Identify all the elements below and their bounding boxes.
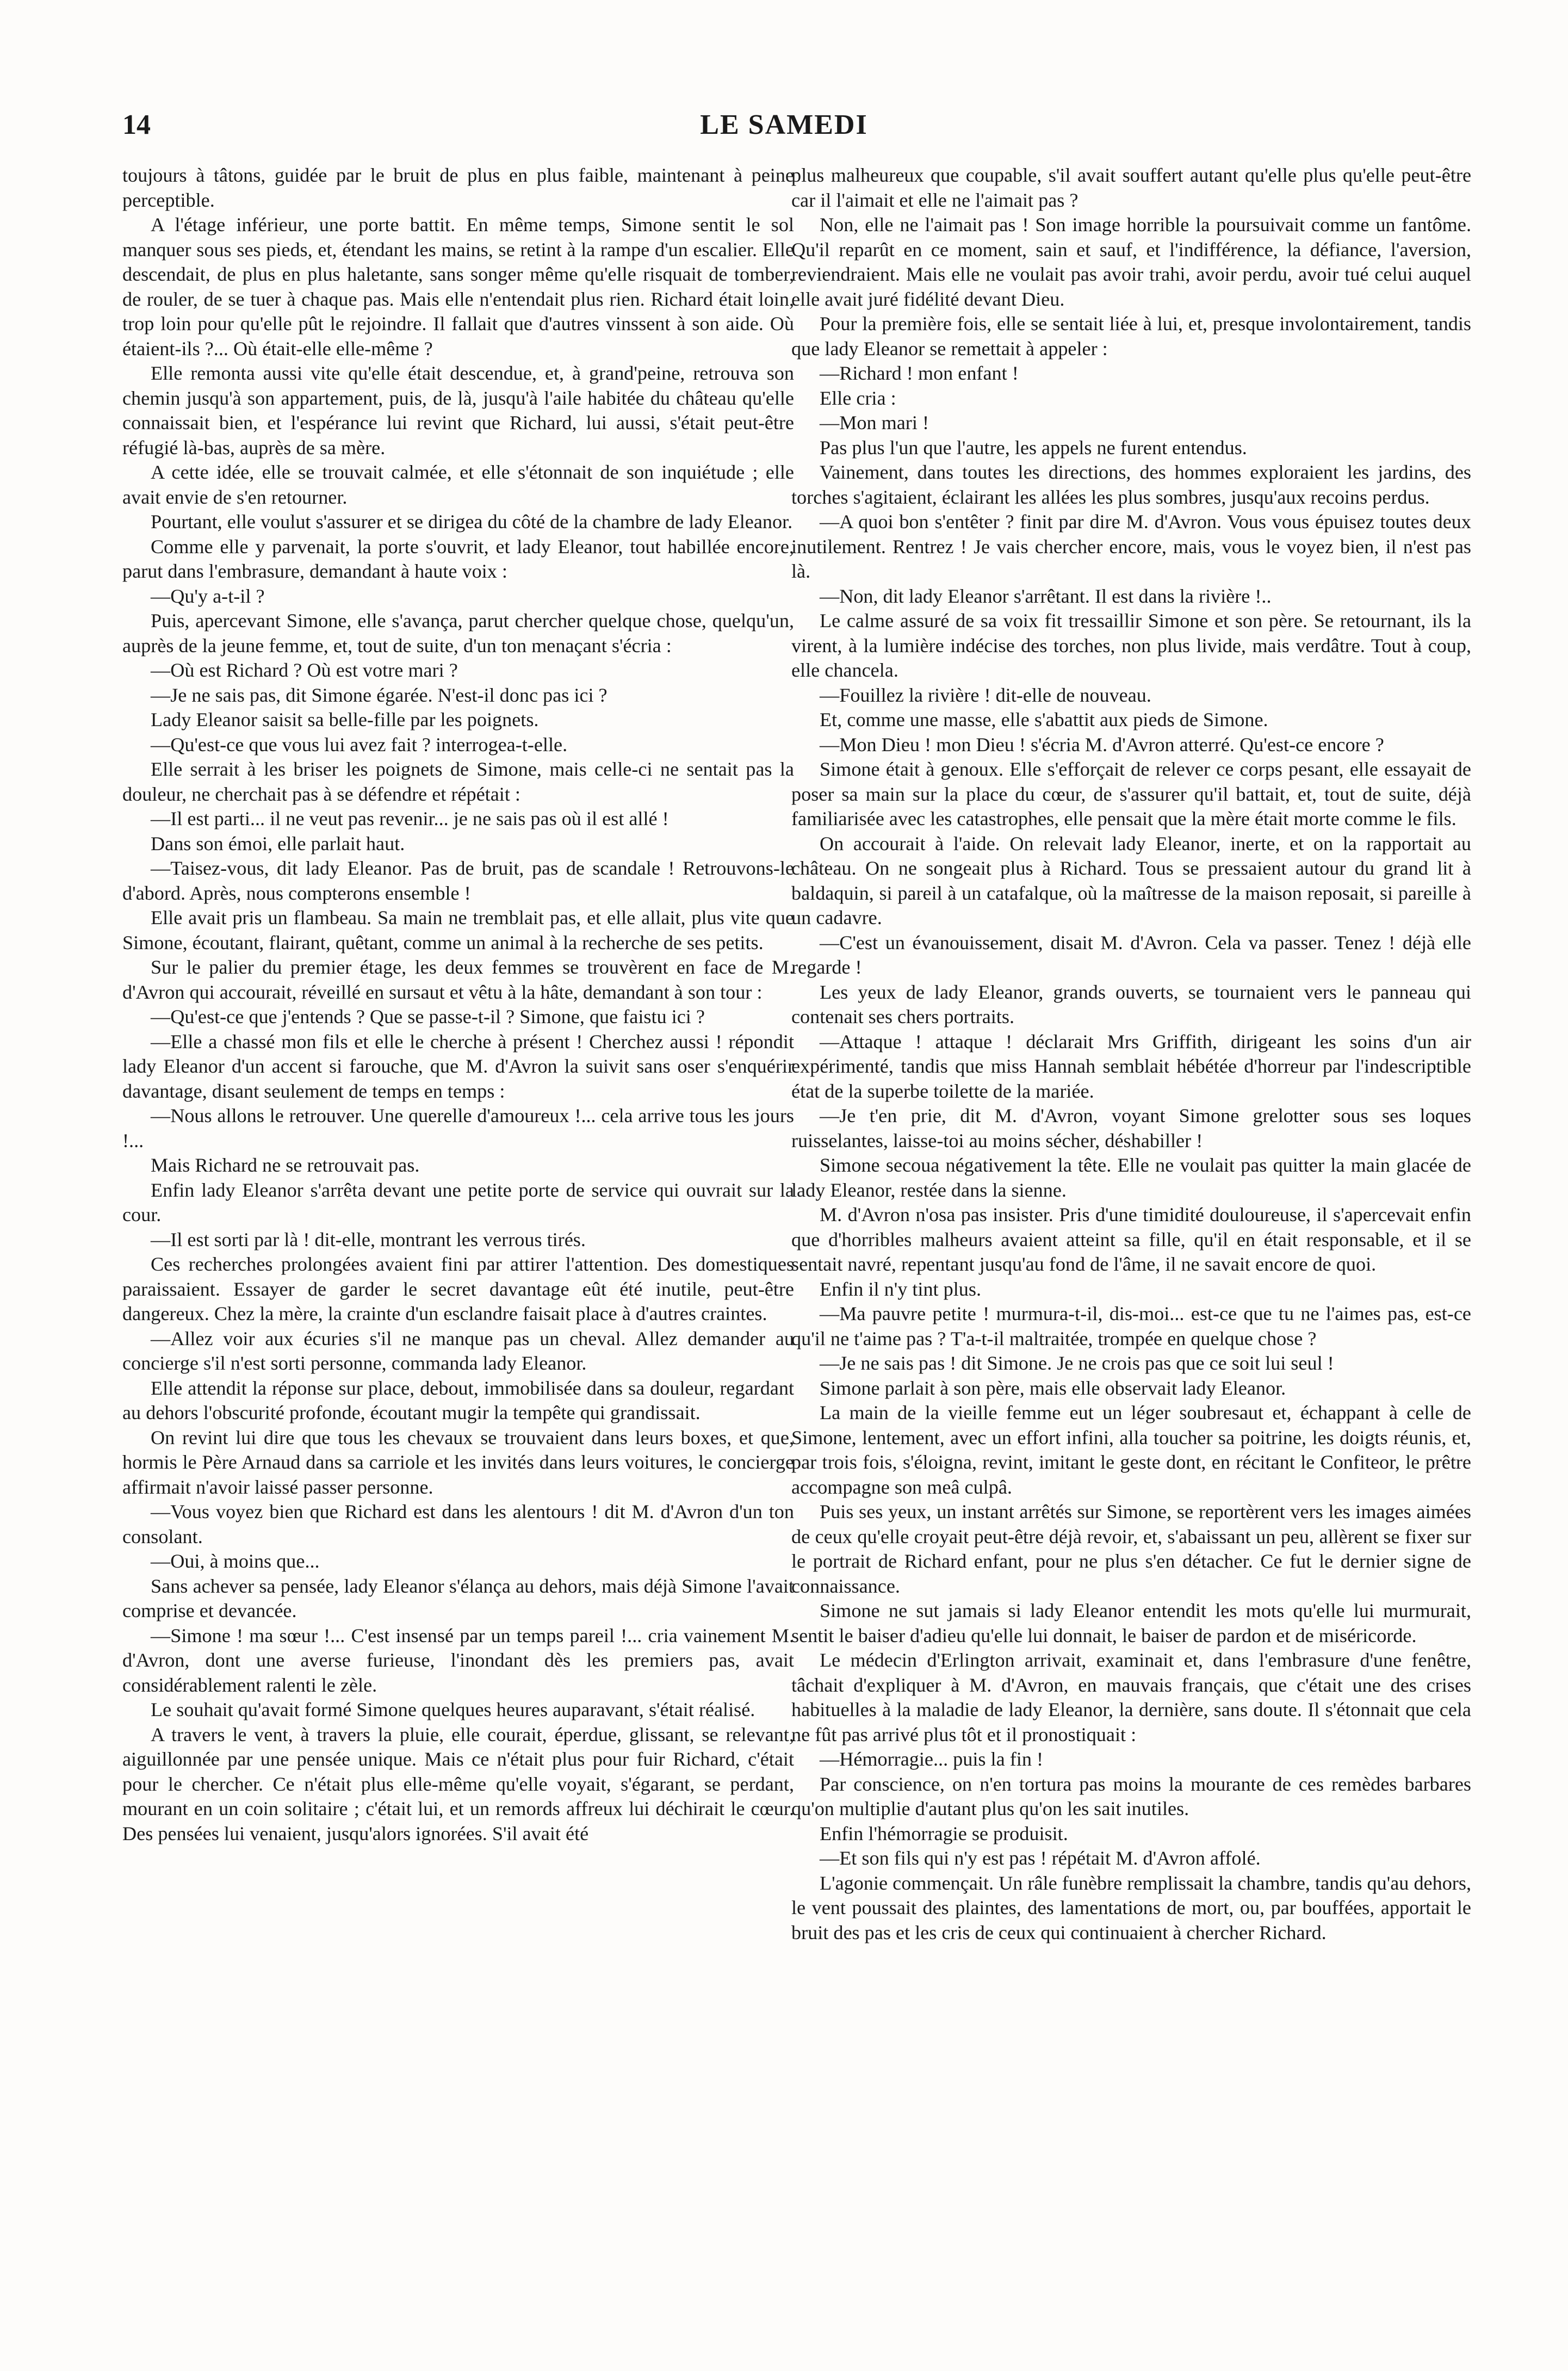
paragraph: —Mon mari !	[820, 412, 929, 434]
paragraph: Enfin l'hémorragie se produisit.	[820, 1822, 1068, 1844]
paragraph: —Je ne sais pas, dit Simone égarée. N'est-il donc pas ici ?	[151, 684, 608, 706]
paragraph: —Et son fils qui n'y est pas ! répétait M. d'Avron affolé.	[820, 1847, 1261, 1869]
paragraph: Elle serrait à les briser les poignets de Simone, mais celle-ci ne sentait pas la douleur, ne cherchait pas à se défendre et répétait :	[122, 758, 794, 805]
paragraph: Elle avait pris un flambeau. Sa main ne tremblait pas, et elle allait, plus vite que Simone, écoutant, flairant, quêtant, comme un animal à la recherche de ses petits.	[122, 907, 794, 954]
paragraph: toujours à tâtons, guidée par le bruit de plus en plus faible, maintenant à peine perceptible.	[122, 164, 794, 211]
paragraph: Enfin lady Eleanor s'arrêta devant une petite porte de service qui ouvrait sur la cour.	[122, 1179, 794, 1225]
paragraph: —Hémorragie... puis la fin !	[820, 1748, 1044, 1770]
paragraph: Dans son émoi, elle parlait haut.	[151, 832, 405, 855]
paragraph: —Attaque ! attaque ! déclarait Mrs Griffith, dirigeant les soins d'un air expérimenté, tandis que miss Hannah semblait hébétée d'horreur par l'indescriptible état de la superbe toilette de la mariée.	[791, 1030, 1471, 1102]
paragraph: —Non, dit lady Eleanor s'arrêtant. Il est dans la rivière !..	[820, 585, 1272, 607]
paragraph: Simone secoua négativement la tête. Elle ne voulait pas quitter la main glacée de lady Eleanor, restée dans la sienne.	[791, 1154, 1471, 1201]
paragraph: Lady Eleanor saisit sa belle-fille par les poignets.	[151, 709, 539, 731]
paragraph: —Mon Dieu ! mon Dieu ! s'écria M. d'Avron atterré. Qu'est-ce encore ?	[820, 733, 1384, 756]
left-column	[122, 163, 794, 1846]
paragraph: A cette idée, elle se trouvait calmée, et elle s'étonnait de son inquiétude ; elle avait envie de s'en retourner.	[122, 461, 794, 508]
paragraph: Le calme assuré de sa voix fit tressaillir Simone et son père. Se retournant, ils la virent, à la lumière indécise des torches, non plus livide, mais verdâtre. Tout à coup, elle chancela.	[791, 610, 1471, 681]
paragraph: —Où est Richard ? Où est votre mari ?	[151, 659, 458, 681]
page-number: 14	[122, 109, 151, 140]
paragraph: —Qu'est-ce que j'entends ? Que se passe-t-il ? Simone, que faistu ici ?	[151, 1006, 705, 1027]
paragraph: Simone ne sut jamais si lady Eleanor entendit les mots qu'elle lui murmurait, sentit le baiser d'adieu qu'elle lui donnait, le baiser de pardon et de miséricorde.	[791, 1600, 1471, 1646]
paragraph: Les yeux de lady Eleanor, grands ouverts, se tournaient vers le panneau qui contenait ses chers portraits.	[791, 981, 1471, 1027]
paragraph: —Il est parti... il ne veut pas revenir... je ne sais pas où il est allé !	[151, 808, 669, 829]
paragraph: —Richard ! mon enfant !	[820, 362, 1019, 384]
paragraph: —Qu'y a-t-il ?	[151, 585, 265, 607]
paragraph: Pourtant, elle voulut s'assurer et se dirigea du côté de la chambre de lady Eleanor.	[151, 511, 793, 533]
paragraph: On accourait à l'aide. On relevait lady Eleanor, inerte, et on la rapportait au château. On ne songeait plus à Richard. Tous se pressaient autour du grand lit à baldaquin, si pareil à un catafalque, où la maîtresse de la maison reposait, si pareille à un cadavre.	[791, 832, 1471, 928]
paragraph: Non, elle ne l'aimait pas ! Son image horrible la poursuivait comme un fantôme. Qu'il reparût en ce moment, sain et sauf, et l'indifférence, la défiance, l'aversion, reviendraient. Mais elle ne voulait pas avoir trahi, avoir perdu, avoir tué celui auquel elle avait juré fidélité devant Dieu.	[791, 214, 1471, 310]
paragraph: Elle attendit la réponse sur place, debout, immobilisée dans sa douleur, regardant au dehors l'obscurité profonde, écoutant mugir la tempête qui grandissait.	[122, 1377, 794, 1423]
paragraph: Simone était à genoux. Elle s'efforçait de relever ce corps pesant, elle essayait de poser sa main sur la place du cœur, de s'assurer qu'il battait, et, tout de suite, déjà familiarisée avec les catastrophes, elle pensait que la mère était morte comme le fils.	[791, 758, 1471, 829]
paragraph: Le souhait qu'avait formé Simone quelques heures auparavant, s'était réalisé.	[151, 1699, 755, 1720]
paragraph: plus malheureux que coupable, s'il avait souffert autant qu'elle plus qu'elle peut-être car il l'aimait et elle ne l'aimait pas ?	[791, 164, 1471, 211]
paragraph: Pour la première fois, elle se sentait liée à lui, et, presque involontairement, tandis que lady Eleanor se remettait à appeler :	[791, 313, 1471, 360]
paragraph: M. d'Avron n'osa pas insister. Pris d'une timidité douloureuse, il s'apercevait enfin que d'horribles malheurs avaient atteint sa fille, qu'il en était responsable, et il se sentait navré, repentant jusqu'au fond de l'âme, il ne savait encore de quoi.	[791, 1204, 1471, 1275]
running-title: LE SAMEDI	[700, 109, 868, 140]
paragraph: A travers le vent, à travers la pluie, elle courait, éperdue, glissant, se relevant, aiguillonnée par une pensée unique. Mais ce n'était plus pour fuir Richard, c'était pour le chercher. Ce n'était plus elle-même qu'elle voyait, s'égarant, se perdant, mourant en un coin solitaire ; c'était lui, et un remords affreux lui déchirait le cœur. Des pensées lui venaient, jusqu'alors ignorées. S'il avait été	[122, 1723, 794, 1844]
paragraph: On revint lui dire que tous les chevaux se trouvaient dans leurs boxes, et que, hormis le Père Arnaud dans sa carriole et les invités dans leurs voitures, le concierge affirmait n'avoir laissé passer personne.	[122, 1426, 794, 1498]
paragraph: —Je t'en prie, dit M. d'Avron, voyant Simone grelotter sous ses loques ruisselantes, laisse-toi au moins sécher, déshabiller !	[791, 1105, 1471, 1152]
paragraph: —Taisez-vous, dit lady Eleanor. Pas de bruit, pas de scandale ! Retrouvons-le d'abord. Après, nous compterons ensemble !	[122, 857, 794, 904]
paragraph: Le médecin d'Erlington arrivait, examinait et, dans l'embrasure d'une fenêtre, tâchait d'expliquer à M. d'Avron, en mauvais français, que c'était une des crises habituelles à la maladie de lady Eleanor, la dernière, sans doute. Il s'étonnait que cela ne fût pas arrivé plus tôt et il pronostiquait :	[791, 1649, 1471, 1745]
paragraph: Simone parlait à son père, mais elle observait lady Eleanor.	[820, 1377, 1286, 1399]
paragraph: A l'étage inférieur, une porte battit. En même temps, Simone sentit le sol manquer sous ses pieds, et, étendant les mains, se retint à la rampe d'un escalier. Elle descendait, de plus en plus haletante, sans songer même qu'elle risquait de tomber, de rouler, de se tuer à chaque pas. Mais elle n'entendait plus rien. Richard était loin, trop loin pour qu'elle pût le rejoindre. Il fallait que d'autres vinssent à son aide. Où étaient-ils ?... Où était-elle elle-même ?	[122, 214, 794, 360]
paragraph: —Oui, à moins que...	[151, 1550, 320, 1572]
paragraph: Ces recherches prolongées avaient fini par attirer l'attention. Des domestiques paraissaient. Essayer de garder le secret davantage eût été inutile, peut-être dangereux. Chez la mère, la crainte d'un esclandre faisait place à d'autres craintes.	[122, 1253, 794, 1324]
paragraph: —C'est un évanouissement, disait M. d'Avron. Cela va passer. Tenez ! déjà elle regarde !	[791, 931, 1471, 978]
paragraph: Comme elle y parvenait, la porte s'ouvrit, et lady Eleanor, tout habillée encore, parut dans l'embrasure, demandant à haute voix :	[122, 535, 794, 582]
paragraph: —Fouillez la rivière ! dit-elle de nouveau.	[820, 684, 1151, 706]
paragraph: —Elle a chassé mon fils et elle le cherche à présent ! Cherchez aussi ! répondit lady Eleanor d'un accent si farouche, que M. d'Avron la suivit sans oser s'enquérir davantage, disant seulement de temps en temps :	[122, 1030, 794, 1102]
paragraph: Mais Richard ne se retrouvait pas.	[151, 1154, 420, 1176]
paragraph: —Ma pauvre petite ! murmura-t-il, dis-moi... est-ce que tu ne l'aimes pas, est-ce qu'il ne t'aime pas ? T'a-t-il maltraitée, trompée en quelque chose ?	[791, 1303, 1471, 1349]
paragraph: Enfin il n'y tint plus.	[820, 1278, 982, 1300]
right-column	[791, 163, 1471, 1945]
paragraph: Puis ses yeux, un instant arrêtés sur Simone, se reportèrent vers les images aimées de ceux qu'elle croyait peut-être déjà revoir, et, s'abaissant un peu, allèrent se fixer sur le portrait de Richard enfant, pour ne plus s'en détacher. Ce fut le dernier signe de connaissance.	[791, 1501, 1471, 1597]
paragraph: Sur le palier du premier étage, les deux femmes se trouvèrent en face de M. d'Avron qui accourait, réveillé en sursaut et vêtu à la hâte, demandant à son tour :	[122, 956, 794, 1003]
paragraph: —Il est sorti par là ! dit-elle, montrant les verrous tirés.	[151, 1228, 586, 1250]
paragraph: Vainement, dans toutes les directions, des hommes exploraient les jardins, des torches s'agitaient, éclairant les allées les plus sombres, jusqu'aux recoins perdus.	[791, 461, 1471, 508]
paragraph: —Je ne sais pas ! dit Simone. Je ne crois pas que ce soit lui seul !	[820, 1352, 1334, 1374]
paragraph: Pas plus l'un que l'autre, les appels ne furent entendus.	[820, 436, 1247, 459]
paragraph: Et, comme une masse, elle s'abattit aux pieds de Simone.	[820, 709, 1268, 731]
paragraph: —Simone ! ma sœur !... C'est insensé par un temps pareil !... cria vainement M. d'Avron, dont une averse furieuse, l'inondant dès les premiers pas, avait considérablement ralenti le zèle.	[122, 1624, 794, 1696]
paragraph: —Vous voyez bien que Richard est dans les alentours ! dit M. d'Avron d'un ton consolant.	[122, 1501, 794, 1547]
paragraph: Elle cria :	[820, 387, 896, 409]
paragraph: —Qu'est-ce que vous lui avez fait ? interrogea-t-elle.	[151, 733, 568, 756]
paragraph: —Allez voir aux écuries s'il ne manque pas un cheval. Allez demander au concierge s'il n'est sorti personne, commanda lady Eleanor.	[122, 1327, 794, 1374]
paragraph: —Nous allons le retrouver. Une querelle d'amoureux !... cela arrive tous les jours !...	[122, 1105, 794, 1152]
paragraph: Par conscience, on n'en tortura pas moins la mourante de ces remèdes barbares qu'on multiplie d'autant plus qu'on les sait inutiles.	[791, 1773, 1471, 1819]
paragraph: La main de la vieille femme eut un léger soubresaut et, échappant à celle de Simone, lentement, avec un effort infini, alla toucher sa poitrine, les doigts réunis, et, par trois fois, s'éloigna, revint, imitant le geste dont, en récitant le Confiteor, le prêtre accompagne son meâ culpâ.	[791, 1402, 1471, 1498]
paragraph: Puis, apercevant Simone, elle s'avança, parut chercher quelque chose, quelqu'un, auprès de la jeune femme, et, tout de suite, d'un ton menaçant s'écria :	[122, 610, 794, 657]
paragraph: L'agonie commençait. Un râle funèbre remplissait la chambre, tandis qu'au dehors, le vent poussait des plaintes, des lamentations de mort, ou, par bouffées, apportait le bruit des pas et les cris de ceux qui continuaient à chercher Richard.	[791, 1872, 1471, 1943]
paragraph: —A quoi bon s'entêter ? finit par dire M. d'Avron. Vous vous épuisez toutes deux inutilement. Rentrez ! Je vais chercher encore, mais, vous le voyez bien, il n'est pas là.	[791, 511, 1471, 582]
paragraph: Elle remonta aussi vite qu'elle était descendue, et, à grand'peine, retrouva son chemin jusqu'à son appartement, puis, de là, jusqu'à l'aile habitée du château qu'elle connaissait bien, et l'espérance lui revint que Richard, lui aussi, s'était peut-être réfugié là-bas, auprès de sa mère.	[122, 362, 794, 459]
paragraph: Sans achever sa pensée, lady Eleanor s'élança au dehors, mais déjà Simone l'avait comprise et devancée.	[122, 1575, 794, 1621]
